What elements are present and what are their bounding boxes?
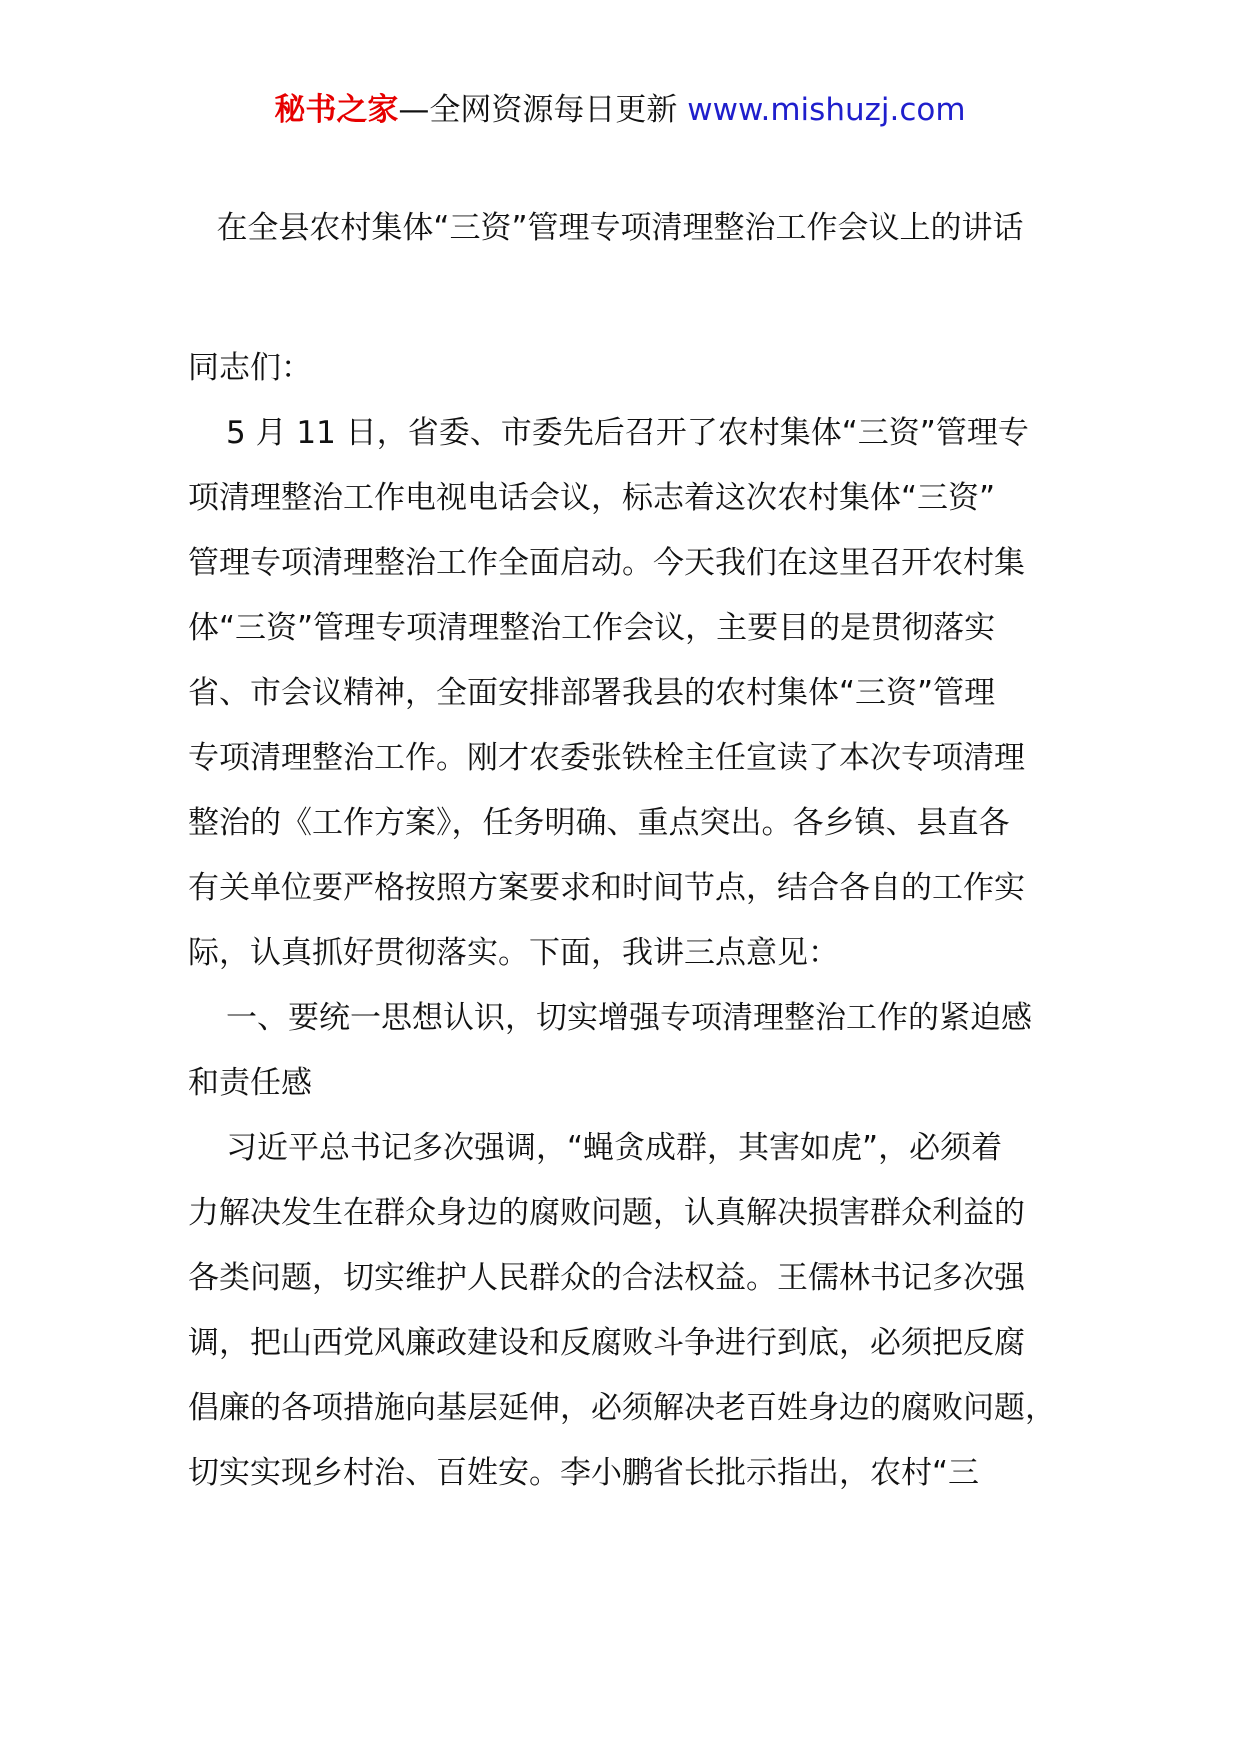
site-url-link[interactable]: www.mishuzj.com <box>687 92 966 128</box>
greeting: 同志们： <box>188 350 312 386</box>
paragraph-line: 调，把山西党风廉政建设和反腐败斗争进行到底，必须把反腐 <box>188 1325 1025 1361</box>
section-heading-line: 和责任感 <box>188 1065 312 1101</box>
paragraph-line: 5 月 11 日，省委、市委先后召开了农村集体“三资”管理专 <box>226 415 1029 451</box>
paragraph-line: 项清理整治工作电视电话会议，标志着这次农村集体“三资” <box>188 480 996 516</box>
paragraph-line: 切实实现乡村治、百姓安。李小鹏省长批示指出，农村“三 <box>188 1455 980 1491</box>
paragraph-line: 际，认真抓好贯彻落实。下面，我讲三点意见： <box>188 935 839 971</box>
paragraph-line: 专项清理整治工作。刚才农委张铁栓主任宣读了本次专项清理 <box>188 740 1025 776</box>
paragraph-line: 管理专项清理整治工作全面启动。今天我们在这里召开农村集 <box>188 545 1025 581</box>
paragraph-line: 整治的《工作方案》，任务明确、重点突出。各乡镇、县直各 <box>188 805 1010 841</box>
paragraph-line: 力解决发生在群众身边的腐败问题，认真解决损害群众利益的 <box>188 1195 1025 1231</box>
section-heading-line: 一、要统一思想认识，切实增强专项清理整治工作的紧迫感 <box>226 1000 1032 1036</box>
paragraph-line: 省、市会议精神，全面安排部署我县的农村集体“三资”管理 <box>188 675 996 711</box>
site-tagline: —全网资源每日更新 <box>398 92 678 128</box>
paragraph-line: 体“三资”管理专项清理整治工作会议，主要目的是贯彻落实 <box>188 610 996 646</box>
site-brand: 秘书之家 <box>274 92 399 128</box>
paragraph-line: 倡廉的各项措施向基层延伸，必须解决老百姓身边的腐败问题， <box>188 1390 1056 1426</box>
document-body <box>188 336 1068 1506</box>
document-title: 在全县农村集体“三资”管理专项清理整治工作会议上的讲话 <box>216 210 1024 246</box>
paragraph-line: 各类问题，切实维护人民群众的合法权益。王儒林书记多次强 <box>188 1260 1025 1296</box>
paragraph-line: 习近平总书记多次强调，“蝇贪成群，其害如虎”，必须着 <box>226 1130 1003 1166</box>
paragraph-line: 有关单位要严格按照方案要求和时间节点，结合各自的工作实 <box>188 870 1025 906</box>
site-header <box>0 88 1240 132</box>
